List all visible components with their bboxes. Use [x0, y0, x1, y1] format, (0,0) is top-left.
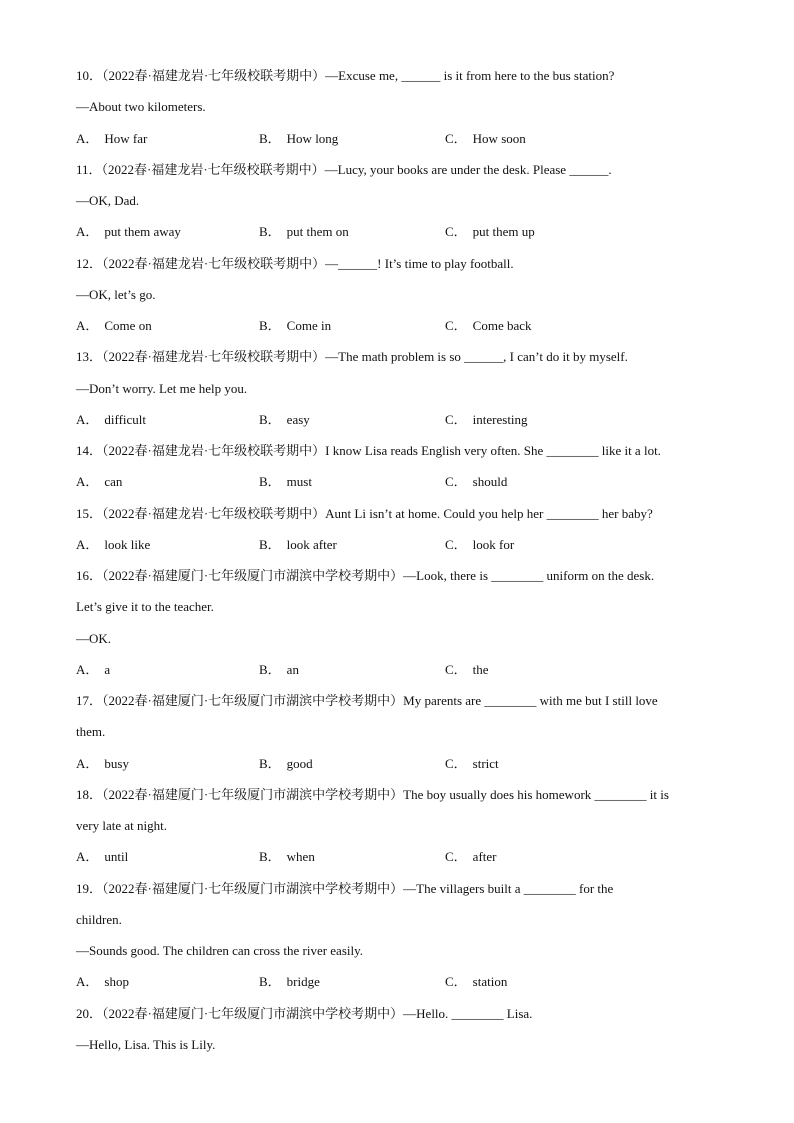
- question-line: —OK, Dad.: [76, 193, 140, 208]
- option-text: interesting: [472, 411, 528, 427]
- option-text: How far: [104, 130, 148, 146]
- options-row: [76, 412, 726, 428]
- option-b: [259, 662, 299, 678]
- option-b: [259, 224, 349, 240]
- option-text: a: [104, 661, 111, 677]
- option-text: easy: [286, 411, 310, 427]
- option-b: [259, 756, 313, 772]
- question-line: them.: [76, 724, 106, 740]
- option-text: look like: [104, 536, 151, 552]
- option-c: [445, 974, 507, 990]
- option-text: when: [286, 849, 315, 865]
- option-text: until: [104, 849, 129, 865]
- option-a: [76, 131, 147, 147]
- question-stem: 17．（2022春·福建厦门·七年级厦门市湖滨中学校考期中）My parents are ________ with me but I still love: [76, 693, 658, 708]
- question-line: very late at night.: [76, 818, 167, 833]
- option-c: [445, 224, 535, 240]
- option-b: [259, 849, 315, 865]
- question-line: —OK.: [76, 630, 112, 646]
- option-c: [445, 412, 528, 428]
- option-a: [76, 224, 181, 240]
- options-row: [76, 537, 726, 553]
- option-c: [445, 849, 496, 865]
- option-a: [76, 849, 128, 865]
- options-row: [76, 318, 726, 334]
- option-label: A．: [76, 849, 99, 865]
- question-stem: 18．（2022春·福建厦门·七年级厦门市湖滨中学校考期中）The boy usually does his homework ________ it is: [76, 786, 669, 802]
- option-label: C．: [445, 536, 467, 552]
- option-label: B．: [259, 536, 281, 552]
- option-a: [76, 974, 129, 990]
- question-stem: 20．（2022春·福建厦门·七年级厦门市湖滨中学校考期中）—Hello. ________ Lisa.: [76, 1005, 533, 1021]
- option-text: busy: [104, 755, 129, 771]
- option-text: should: [472, 474, 508, 490]
- option-c: [445, 318, 532, 334]
- option-label: C．: [445, 411, 467, 427]
- question-line: —About two kilometers.: [76, 99, 206, 115]
- option-c: [445, 662, 489, 678]
- option-a: [76, 662, 110, 678]
- options-row: [76, 224, 726, 240]
- option-c: [445, 756, 499, 772]
- option-text: shop: [104, 974, 129, 990]
- option-a: [76, 474, 122, 490]
- option-text: an: [286, 661, 299, 677]
- options-row: [76, 756, 726, 772]
- option-label: C．: [445, 661, 467, 677]
- option-b: [259, 474, 312, 490]
- question-line: —OK, let’s go.: [76, 286, 156, 302]
- option-text: How long: [286, 130, 339, 146]
- question-line: —Don’t worry. Let me help you.: [76, 380, 248, 396]
- option-label: C．: [445, 474, 467, 490]
- option-label: B．: [259, 130, 281, 146]
- option-label: A．: [76, 974, 99, 990]
- option-text: the: [472, 661, 489, 677]
- option-b: [259, 318, 331, 334]
- option-a: [76, 318, 152, 334]
- option-text: bridge: [286, 974, 320, 990]
- option-label: A．: [76, 536, 99, 552]
- option-label: B．: [259, 411, 281, 427]
- question-stem: 15．（2022春·福建龙岩·七年级校联考期中）Aunt Li isn’t at home. Could you help her ________ her baby?: [76, 505, 653, 521]
- options-row: [76, 474, 726, 490]
- option-text: after: [472, 849, 497, 865]
- option-text: must: [286, 474, 312, 490]
- question-stem: 12．（2022春·福建龙岩·七年级校联考期中）—______! It’s time to play football.: [76, 255, 514, 271]
- option-text: difficult: [104, 411, 147, 427]
- option-label: B．: [259, 755, 281, 771]
- option-a: [76, 756, 129, 772]
- question-line: children.: [76, 911, 122, 927]
- options-row: [76, 131, 726, 147]
- option-b: [259, 131, 338, 147]
- option-label: B．: [259, 974, 281, 990]
- option-a: [76, 537, 150, 553]
- option-text: station: [472, 974, 508, 990]
- option-text: look after: [286, 536, 337, 552]
- option-label: C．: [445, 974, 467, 990]
- options-row: [76, 974, 726, 990]
- option-label: A．: [76, 411, 99, 427]
- option-text: put them on: [286, 224, 349, 240]
- option-label: A．: [76, 318, 99, 333]
- question-stem: 13．（2022春·福建龙岩·七年级校联考期中）—The math problem is so ______, I can’t do it by myself.: [76, 349, 628, 365]
- option-label: B．: [259, 849, 281, 865]
- option-label: C．: [445, 224, 467, 240]
- option-b: [259, 537, 337, 553]
- option-text: Come on: [104, 318, 152, 333]
- option-label: B．: [259, 474, 281, 490]
- option-b: [259, 974, 320, 990]
- option-label: C．: [445, 849, 467, 865]
- option-text: Come in: [286, 318, 332, 333]
- option-label: C．: [445, 318, 467, 333]
- option-text: can: [104, 474, 123, 490]
- option-label: A．: [76, 474, 99, 490]
- option-label: A．: [76, 130, 99, 146]
- options-row: [76, 849, 726, 865]
- option-text: strict: [472, 755, 499, 771]
- option-b: [259, 412, 310, 428]
- option-text: good: [286, 755, 313, 771]
- options-row: [76, 662, 726, 678]
- option-c: [445, 537, 514, 553]
- option-text: look for: [472, 536, 515, 552]
- option-label: B．: [259, 318, 281, 333]
- option-label: B．: [259, 661, 281, 677]
- question-stem: 19．（2022春·福建厦门·七年级厦门市湖滨中学校考期中）—The villagers built a ________ for the: [76, 880, 614, 896]
- option-a: [76, 412, 146, 428]
- question-stem: 10．（2022春·福建龙岩·七年级校联考期中）—Excuse me, ______ is it from here to the bus station?: [76, 68, 615, 83]
- option-text: Come back: [472, 318, 532, 333]
- option-c: [445, 474, 507, 490]
- option-label: A．: [76, 755, 99, 771]
- question-stem: 11．（2022春·福建龙岩·七年级校联考期中）—Lucy, your books are under the desk. Please ______.: [76, 161, 612, 177]
- option-label: B．: [259, 224, 281, 240]
- option-label: C．: [445, 755, 467, 771]
- question-line: —Sounds good. The children can cross the river easily.: [76, 943, 364, 958]
- option-text: put them up: [472, 224, 535, 240]
- option-label: A．: [76, 224, 99, 240]
- question-line: Let’s give it to the teacher.: [76, 599, 214, 615]
- option-label: C．: [445, 130, 467, 146]
- option-label: A．: [76, 661, 99, 677]
- question-stem: 16．（2022春·福建厦门·七年级厦门市湖滨中学校考期中）—Look, there is ________ uniform on the desk.: [76, 568, 655, 583]
- question-line: —Hello, Lisa. This is Lily.: [76, 1036, 216, 1052]
- option-text: How soon: [472, 130, 526, 146]
- question-stem: 14．（2022春·福建龙岩·七年级校联考期中）I know Lisa reads English very often. She ________ like it a lot.: [76, 443, 661, 458]
- option-text: put them away: [104, 224, 181, 240]
- option-c: [445, 131, 526, 147]
